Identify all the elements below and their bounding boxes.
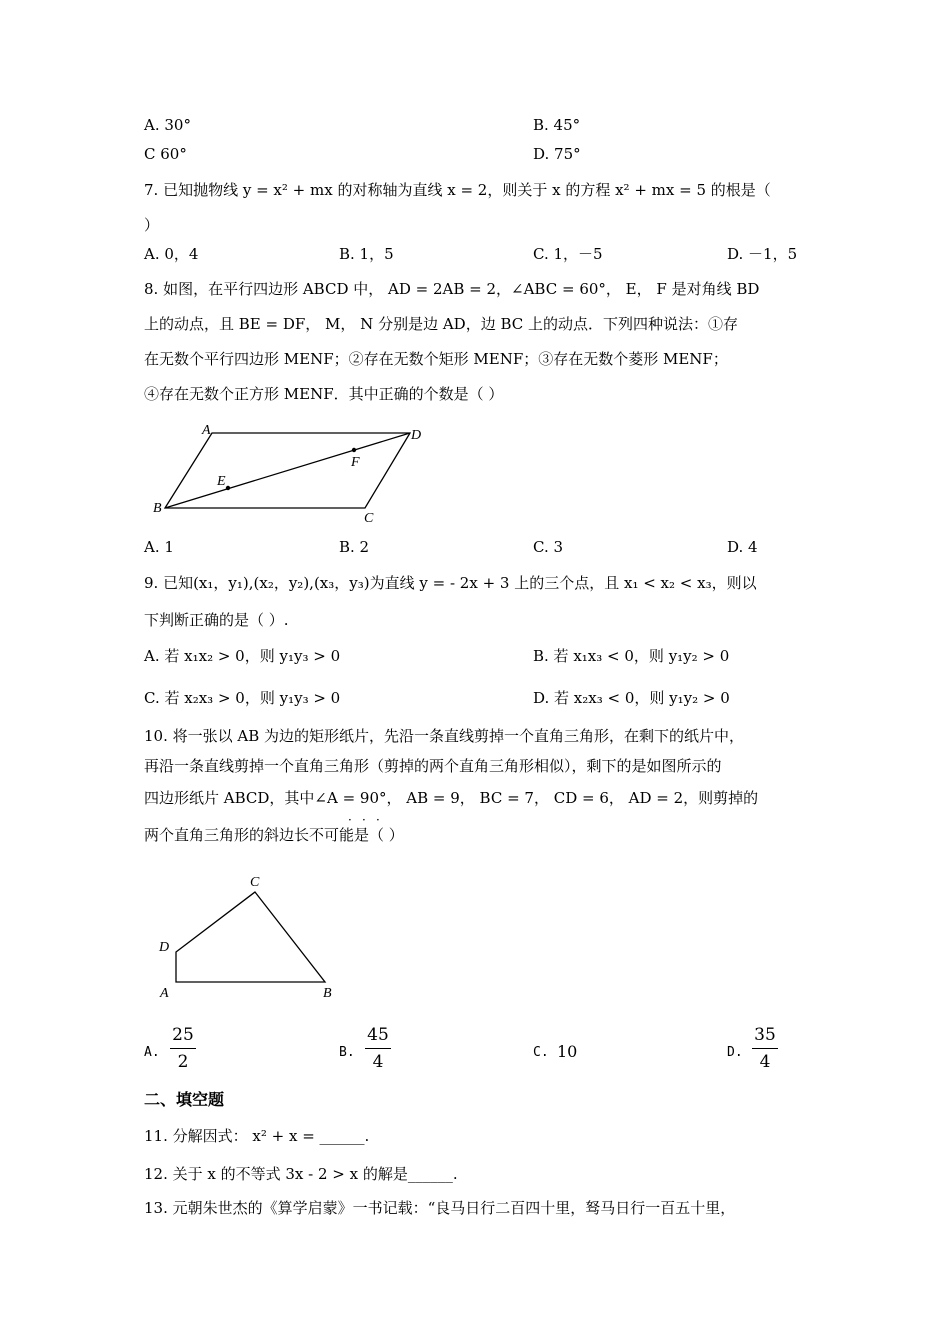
q9-stem-line1: 9. 已知(x₁，y₁),(x₂，y₂),(x₃，y₃)为直线 y = - 2x + 3 上的三个点，且 x₁ < x₂ < x₃，则以 — [144, 574, 757, 592]
denominator: 4 — [759, 1052, 771, 1072]
q8-stem-line3: 在无数个平行四边形 MENF；②存在无数个矩形 MENF；③存在无数个菱形 MENF； — [144, 350, 728, 368]
q7-option-b: B. 1，5 — [339, 245, 394, 263]
emphasis-dot: · — [348, 813, 352, 827]
parallelogram-figure — [145, 418, 435, 528]
q10-option-c-value: 10 — [557, 1042, 578, 1061]
fraction-bar — [752, 1048, 778, 1049]
label-a: A — [202, 423, 211, 438]
point-f — [352, 448, 356, 452]
denominator: 4 — [372, 1052, 384, 1072]
q10-option-a-label: A. — [144, 1045, 160, 1060]
point-e — [226, 486, 230, 490]
emphasis-dot: · — [362, 813, 366, 827]
q9-option-d: D. 若 x₂x₃ < 0，则 y₁y₂ > 0 — [533, 689, 730, 707]
label-c: C — [364, 511, 374, 526]
emphasis-dot: · — [376, 813, 380, 827]
q12-text: 12. 关于 x 的不等式 3x - 2 > x 的解是______. — [144, 1165, 458, 1183]
section-heading: 二、填空题 — [144, 1090, 225, 1109]
q13-text: 13. 元朝朱世杰的《算学启蒙》一书记载：“良马日行二百四十里，驽马日行一百五十里， — [144, 1199, 736, 1217]
q10-option-b-label: B. — [339, 1045, 355, 1060]
fraction-bar — [170, 1048, 196, 1049]
quadrilateral-figure — [155, 868, 345, 1003]
label-f: F — [351, 455, 360, 470]
q7-stem-line2: ） — [144, 216, 160, 234]
q6-option-a: A. 30° — [144, 116, 191, 134]
q7-option-a: A. 0，4 — [144, 245, 199, 263]
label-d: D — [159, 940, 170, 955]
diagonal-bd — [165, 433, 410, 508]
q10-option-d-label: D. — [727, 1045, 743, 1060]
q9-option-b: B. 若 x₁x₃ < 0，则 y₁y₂ > 0 — [533, 647, 730, 665]
q8-option-a: A. 1 — [144, 538, 174, 556]
q9-option-c: C. 若 x₂x₃ > 0，则 y₁y₃ > 0 — [144, 689, 341, 707]
q7-stem-line1: 7. 已知抛物线 y = x² + mx 的对称轴为直线 x = 2，则关于 x 的方程 x² + mx = 5 的根是（ — [144, 181, 771, 199]
q10-stem-line1: 10. 将一张以 AB 为边的矩形纸片，先沿一条直线剪掉一个直角三角形，在剩下的纸片中， — [144, 727, 745, 745]
label-d: D — [411, 428, 422, 443]
q10-option-a-fraction — [170, 1024, 196, 1073]
label-c: C — [250, 875, 260, 890]
fraction-bar — [365, 1048, 391, 1049]
q10-stem-line4: 两个直角三角形的斜边长不可能是（ ） — [144, 826, 404, 844]
q10-stem-line3: 四边形纸片 ABCD，其中∠A = 90°， AB = 9， BC = 7， CD = 6， AD = 2，则剪掉的 — [144, 789, 759, 807]
q6-option-d: D. 75° — [533, 145, 581, 163]
quadrilateral-abcd — [176, 892, 325, 982]
label-b: B — [323, 986, 332, 1001]
q8-option-b: B. 2 — [339, 538, 370, 556]
q8-stem-line1: 8. 如图，在平行四边形 ABCD 中， AD = 2AB = 2，∠ABC = 60°， E， F 是对角线 BD — [144, 280, 760, 298]
q8-stem-line4: ④存在无数个正方形 MENF．其中正确的个数是（ ） — [144, 385, 504, 403]
label-a: A — [160, 986, 169, 1001]
q10-option-d-fraction — [752, 1024, 778, 1073]
q6-option-b: B. 45° — [533, 116, 581, 134]
numerator: 35 — [754, 1025, 776, 1045]
q6-option-c: C 60° — [144, 145, 187, 163]
q8-stem-line2: 上的动点，且 BE = DF， M， N 分别是边 AD，边 BC 上的动点．下列四种说法：①存 — [144, 315, 739, 333]
q10-stem-line2: 再沿一条直线剪掉一个直角三角形（剪掉的两个直角三角形相似），剩下的是如图所示的 — [144, 757, 722, 775]
q10-option-b-fraction — [365, 1024, 391, 1073]
q10-option-c-label: C. — [533, 1045, 549, 1060]
numerator: 25 — [172, 1025, 194, 1045]
q7-option-c: C. 1，－5 — [533, 245, 603, 263]
q9-stem-line2: 下判断正确的是（ ）. — [144, 611, 289, 629]
q9-option-a: A. 若 x₁x₂ > 0，则 y₁y₃ > 0 — [144, 647, 341, 665]
denominator: 2 — [177, 1052, 189, 1072]
q8-option-c: C. 3 — [533, 538, 564, 556]
q7-option-d: D. －1，5 — [727, 245, 798, 263]
q8-option-d: D. 4 — [727, 538, 758, 556]
label-b: B — [153, 501, 162, 516]
numerator: 45 — [367, 1025, 389, 1045]
label-e: E — [217, 474, 226, 489]
q11-text: 11. 分解因式： x² + x = ______. — [144, 1127, 370, 1145]
